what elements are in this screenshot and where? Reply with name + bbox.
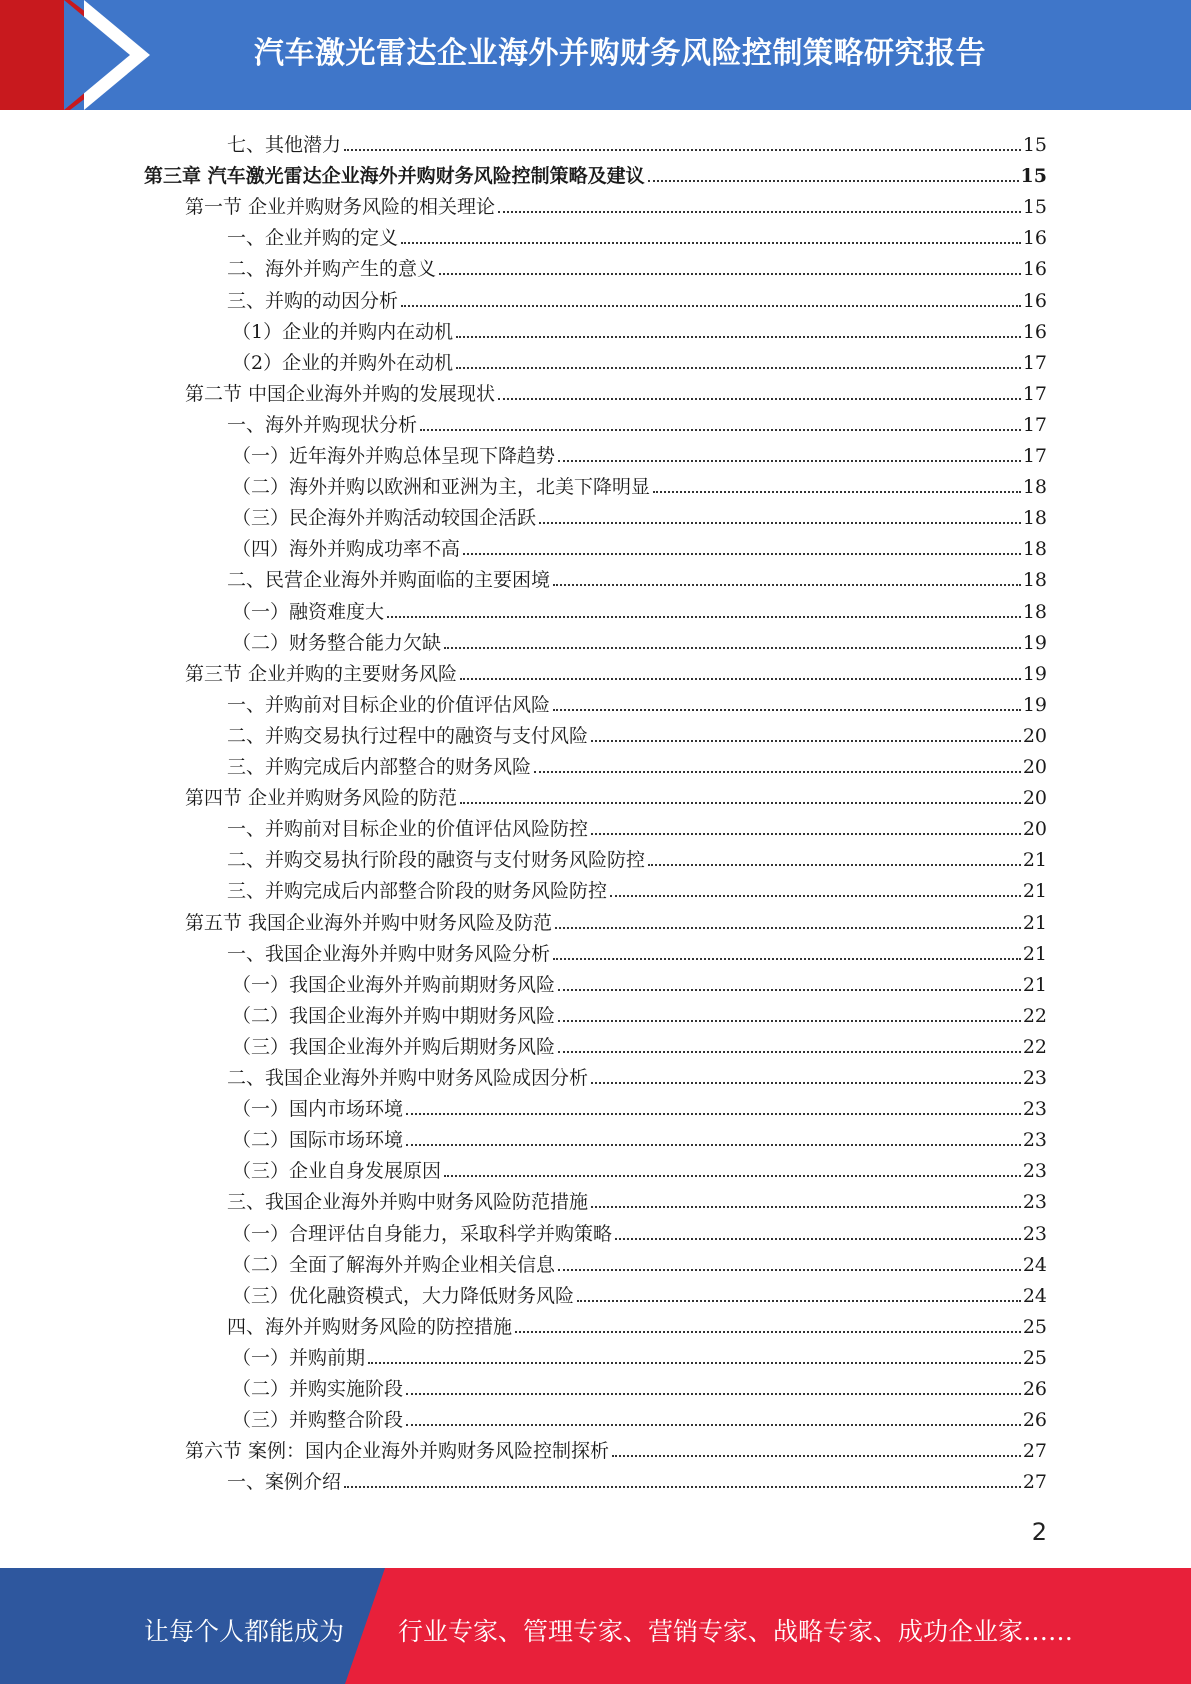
toc-entry-title: 七、其他潜力 bbox=[227, 134, 342, 156]
toc-entry-page: 24 bbox=[1022, 1284, 1047, 1307]
toc-entry-title: （一）合理评估自身能力，采取科学并购策略 bbox=[232, 1222, 613, 1245]
toc-entry[interactable] bbox=[232, 1153, 1047, 1184]
toc-entry-page: 18 bbox=[1022, 507, 1047, 530]
toc-dot-leader bbox=[444, 1175, 1021, 1177]
toc-dot-leader bbox=[553, 958, 1021, 960]
toc-entry-page: 26 bbox=[1022, 1409, 1047, 1432]
toc-entry-page: 19 bbox=[1022, 662, 1047, 685]
toc-entry[interactable] bbox=[232, 345, 1047, 376]
toc-entry-page: 23 bbox=[1022, 1067, 1047, 1089]
toc-entry-page: 17 bbox=[1022, 382, 1047, 405]
toc-dot-leader bbox=[406, 1424, 1021, 1426]
toc-dot-leader bbox=[456, 367, 1021, 369]
toc-entry[interactable] bbox=[227, 1309, 1047, 1340]
toc-dot-leader bbox=[653, 491, 1021, 493]
toc-entry-page: 21 bbox=[1022, 973, 1047, 996]
toc-entry-page: 25 bbox=[1022, 1315, 1047, 1338]
toc-entry[interactable] bbox=[232, 1216, 1047, 1247]
toc-entry[interactable] bbox=[232, 469, 1047, 500]
toc-entry-page: 18 bbox=[1022, 476, 1047, 499]
footer-slogan-right: 行业专家、管理专家、营销专家、战略专家、成功企业家…… bbox=[398, 1617, 1074, 1646]
toc-entry[interactable] bbox=[232, 998, 1047, 1029]
toc-entry-page: 24 bbox=[1022, 1253, 1047, 1276]
report-title: 汽车激光雷达企业海外并购财务风险控制策略研究报告 bbox=[254, 36, 986, 71]
toc-entry-title: 二、并购交易执行过程中的融资与支付风险 bbox=[227, 724, 589, 747]
toc-entry[interactable] bbox=[227, 936, 1047, 967]
toc-entry[interactable] bbox=[232, 1029, 1047, 1060]
toc-dot-leader bbox=[401, 242, 1021, 244]
toc-dot-leader bbox=[406, 1144, 1021, 1146]
toc-entry-title: （三）优化融资模式，大力降低财务风险 bbox=[232, 1284, 575, 1307]
toc-dot-leader bbox=[610, 895, 1021, 897]
toc-entry[interactable] bbox=[232, 500, 1047, 531]
toc-dot-leader bbox=[577, 1300, 1021, 1302]
toc-entry-title: （一）国内市场环境 bbox=[232, 1098, 404, 1121]
toc-dot-leader bbox=[498, 398, 1021, 400]
toc-entry-title: 一、企业并购的定义 bbox=[227, 227, 399, 250]
toc-dot-leader bbox=[439, 273, 1021, 275]
toc-dot-leader bbox=[460, 678, 1021, 680]
toc-entry[interactable] bbox=[232, 594, 1047, 625]
toc-entry-page: 20 bbox=[1022, 787, 1047, 810]
toc-entry-page: 17 bbox=[1022, 413, 1047, 436]
footer-slogan-left: 让每个人都能成为 bbox=[144, 1617, 345, 1646]
toc-entry[interactable] bbox=[227, 873, 1047, 904]
toc-entry[interactable] bbox=[144, 158, 1047, 189]
toc-entry-page: 23 bbox=[1022, 1160, 1047, 1183]
toc-entry[interactable] bbox=[232, 1247, 1047, 1278]
toc-entry-title: （一）我国企业海外并购前期财务风险 bbox=[232, 973, 556, 996]
toc-dot-leader bbox=[406, 1393, 1021, 1395]
toc-entry-title: （2）企业的并购外在动机 bbox=[232, 351, 454, 374]
toc-dot-leader bbox=[591, 1206, 1021, 1208]
toc-dot-leader bbox=[420, 429, 1021, 431]
toc-entry[interactable] bbox=[232, 531, 1047, 562]
toc-entry-title: 一、案例介绍 bbox=[227, 1471, 342, 1494]
toc-entry-page: 16 bbox=[1022, 258, 1047, 281]
toc-entry-title: （二）全面了解海外并购企业相关信息 bbox=[232, 1253, 556, 1276]
toc-entry-page: 27 bbox=[1022, 1440, 1047, 1463]
toc-entry-page: 18 bbox=[1022, 569, 1047, 592]
toc-entry[interactable] bbox=[185, 905, 1047, 936]
toc-entry-title: 一、并购前对目标企业的价值评估风险防控 bbox=[227, 818, 589, 841]
toc-entry-title: 一、海外并购现状分析 bbox=[227, 413, 418, 436]
toc-dot-leader bbox=[553, 709, 1021, 711]
toc-dot-leader bbox=[612, 1455, 1021, 1457]
toc-entry-title: 第四节 企业并购财务风险的防范 bbox=[185, 787, 458, 810]
toc-entry-title: （三）民企海外并购活动较国企活跃 bbox=[232, 507, 537, 530]
toc-entry-title: 二、民营企业海外并购面临的主要困境 bbox=[227, 569, 551, 592]
toc-entry[interactable] bbox=[227, 687, 1047, 718]
page-number: 2 bbox=[1031, 1518, 1047, 1546]
toc-entry-page: 17 bbox=[1022, 351, 1047, 374]
toc-entry[interactable] bbox=[227, 842, 1047, 873]
toc-entry-title: （四）海外并购成功率不高 bbox=[232, 538, 461, 561]
toc-dot-leader bbox=[387, 616, 1021, 618]
toc-entry-title: 二、海外并购产生的意义 bbox=[227, 258, 437, 281]
toc-entry-page: 20 bbox=[1022, 724, 1047, 747]
toc-entry-page: 15 bbox=[1022, 134, 1047, 156]
toc-entry-title: （一）并购前期 bbox=[232, 1346, 366, 1369]
toc-entry-page: 25 bbox=[1022, 1346, 1047, 1369]
toc-entry-title: （二）海外并购以欧洲和亚洲为主，北美下降明显 bbox=[232, 476, 651, 499]
toc-entry-page: 21 bbox=[1022, 942, 1047, 965]
toc-entry-title: 一、我国企业海外并购中财务风险分析 bbox=[227, 942, 551, 965]
toc-entry-page: 21 bbox=[1022, 911, 1047, 934]
toc-entry[interactable] bbox=[227, 749, 1047, 780]
toc-entry-title: （二）国际市场环境 bbox=[232, 1129, 404, 1152]
toc-entry[interactable] bbox=[227, 562, 1047, 593]
toc-dot-leader bbox=[534, 771, 1021, 773]
toc-entry-title: 第三章 汽车激光雷达企业海外并购财务风险控制策略及建议 bbox=[144, 165, 645, 188]
toc-dot-leader bbox=[558, 1269, 1021, 1271]
toc-entry-page: 16 bbox=[1022, 289, 1047, 312]
toc-entry[interactable] bbox=[232, 1340, 1047, 1371]
toc-entry-page: 16 bbox=[1022, 227, 1047, 250]
toc-entry-title: 一、并购前对目标企业的价值评估风险 bbox=[227, 693, 551, 716]
toc-entry-title: 三、我国企业海外并购中财务风险防范措施 bbox=[227, 1191, 589, 1214]
toc-entry[interactable] bbox=[185, 376, 1047, 407]
toc-entry-page: 27 bbox=[1022, 1471, 1047, 1494]
toc-entry-title: （三）我国企业海外并购后期财务风险 bbox=[232, 1035, 556, 1058]
toc-dot-leader bbox=[401, 305, 1021, 307]
toc-dot-leader bbox=[555, 927, 1021, 929]
toc-entry-page: 18 bbox=[1022, 538, 1047, 561]
toc-entry[interactable] bbox=[227, 407, 1047, 438]
toc-entry-title: （一）近年海外并购总体呈现下降趋势 bbox=[232, 445, 556, 467]
toc-entry-page: 18 bbox=[1022, 600, 1047, 623]
toc-dot-leader bbox=[591, 1082, 1021, 1084]
toc-entry-page: 21 bbox=[1022, 880, 1047, 903]
toc-entry[interactable] bbox=[232, 1402, 1047, 1433]
toc-entry-title: （二）并购实施阶段 bbox=[232, 1378, 404, 1400]
toc-dot-leader bbox=[463, 553, 1021, 555]
toc-dot-leader bbox=[344, 1486, 1021, 1488]
toc-dot-leader bbox=[591, 740, 1021, 742]
toc-dot-leader bbox=[498, 211, 1021, 213]
toc-entry-title: 二、我国企业海外并购中财务风险成因分析 bbox=[227, 1067, 589, 1089]
header-chevron-cutout bbox=[64, 0, 130, 110]
toc-dot-leader bbox=[558, 1020, 1021, 1022]
toc-entry-title: 第一节 企业并购财务风险的相关理论 bbox=[185, 196, 496, 219]
page-footer bbox=[0, 1568, 1191, 1684]
toc-entry[interactable] bbox=[185, 1433, 1047, 1464]
toc-dot-leader bbox=[456, 336, 1021, 338]
toc-entry-page: 23 bbox=[1022, 1222, 1047, 1245]
toc-dot-leader bbox=[648, 180, 1019, 182]
toc-entry-page: 20 bbox=[1022, 818, 1047, 841]
toc-entry-page: 21 bbox=[1022, 849, 1047, 872]
toc-entry-page: 19 bbox=[1022, 693, 1047, 716]
toc-entry[interactable] bbox=[227, 811, 1047, 842]
toc-entry-page: 22 bbox=[1022, 1004, 1047, 1027]
toc-dot-leader bbox=[515, 1331, 1021, 1333]
toc-dot-leader bbox=[368, 1362, 1021, 1364]
toc-entry-page: 16 bbox=[1022, 320, 1047, 343]
toc-dot-leader bbox=[444, 647, 1021, 649]
toc-entry[interactable] bbox=[185, 780, 1047, 811]
toc-dot-leader bbox=[553, 584, 1021, 586]
toc-entry[interactable] bbox=[227, 718, 1047, 749]
toc-entry[interactable] bbox=[227, 283, 1047, 314]
toc-entry-page: 23 bbox=[1022, 1129, 1047, 1152]
toc-entry-page: 23 bbox=[1022, 1098, 1047, 1121]
toc-entry-title: （1）企业的并购内在动机 bbox=[232, 320, 454, 343]
header-red-accent bbox=[0, 0, 70, 110]
toc-entry[interactable] bbox=[232, 625, 1047, 656]
toc-entry-page: 22 bbox=[1022, 1035, 1047, 1058]
toc-entry[interactable] bbox=[232, 1278, 1047, 1309]
toc-entry-page: 20 bbox=[1022, 756, 1047, 778]
toc-entry-title: 三、并购的动因分析 bbox=[227, 289, 399, 312]
footer-blue-slant bbox=[345, 1568, 385, 1684]
toc-entry-title: 第六节 案例：国内企业海外并购财务风险控制探析 bbox=[185, 1440, 610, 1463]
toc-entry[interactable] bbox=[227, 1060, 1047, 1091]
toc-dot-leader bbox=[558, 1051, 1021, 1053]
toc-entry-page: 17 bbox=[1022, 445, 1047, 467]
toc-entry[interactable] bbox=[232, 967, 1047, 998]
toc-entry[interactable] bbox=[227, 220, 1047, 251]
toc-dot-leader bbox=[406, 1113, 1021, 1115]
toc-entry[interactable] bbox=[227, 1464, 1047, 1495]
toc-entry-page: 15 bbox=[1022, 196, 1047, 219]
toc-entry-title: （一）融资难度大 bbox=[232, 600, 385, 623]
toc-entry-title: （三）企业自身发展原因 bbox=[232, 1160, 442, 1183]
toc-entry-title: 第五节 我国企业海外并购中财务风险及防范 bbox=[185, 911, 553, 934]
toc-entry[interactable] bbox=[232, 1091, 1047, 1122]
toc-entry-title: （二）财务整合能力欠缺 bbox=[232, 631, 442, 654]
toc-entry-title: 二、并购交易执行阶段的融资与支付财务风险防控 bbox=[227, 849, 646, 872]
toc-entry-title: 三、并购完成后内部整合的财务风险 bbox=[227, 756, 532, 778]
page-header bbox=[0, 0, 1191, 110]
toc-dot-leader bbox=[591, 833, 1021, 835]
toc-entry[interactable] bbox=[227, 1184, 1047, 1215]
toc-dot-leader bbox=[539, 522, 1021, 524]
toc-dot-leader bbox=[344, 149, 1021, 151]
toc-entry[interactable] bbox=[227, 127, 1047, 158]
toc-entry-page: 19 bbox=[1022, 631, 1047, 654]
toc-entry-title: （三）并购整合阶段 bbox=[232, 1409, 404, 1432]
toc-entry-title: 第三节 企业并购的主要财务风险 bbox=[185, 662, 458, 685]
toc-entry[interactable] bbox=[232, 314, 1047, 345]
toc-entry-page: 15 bbox=[1020, 165, 1047, 188]
toc-entry-title: 三、并购完成后内部整合阶段的财务风险防控 bbox=[227, 880, 608, 903]
toc-entry[interactable] bbox=[232, 438, 1047, 469]
toc-entry-title: 四、海外并购财务风险的防控措施 bbox=[227, 1315, 513, 1338]
toc-entry-page: 26 bbox=[1022, 1378, 1047, 1400]
toc-entry-title: （二）我国企业海外并购中期财务风险 bbox=[232, 1004, 556, 1027]
toc-entry[interactable] bbox=[232, 1122, 1047, 1153]
toc-dot-leader bbox=[615, 1238, 1021, 1240]
toc-entry[interactable] bbox=[227, 251, 1047, 282]
toc-dot-leader bbox=[558, 989, 1021, 991]
toc-entry-title: 第二节 中国企业海外并购的发展现状 bbox=[185, 382, 496, 405]
toc-dot-leader bbox=[460, 802, 1021, 804]
toc-entry-page: 23 bbox=[1022, 1191, 1047, 1214]
toc-entry[interactable] bbox=[232, 1371, 1047, 1402]
toc-entry[interactable] bbox=[185, 656, 1047, 687]
toc-dot-leader bbox=[558, 460, 1021, 462]
toc-entry[interactable] bbox=[185, 189, 1047, 220]
toc-dot-leader bbox=[648, 864, 1021, 866]
